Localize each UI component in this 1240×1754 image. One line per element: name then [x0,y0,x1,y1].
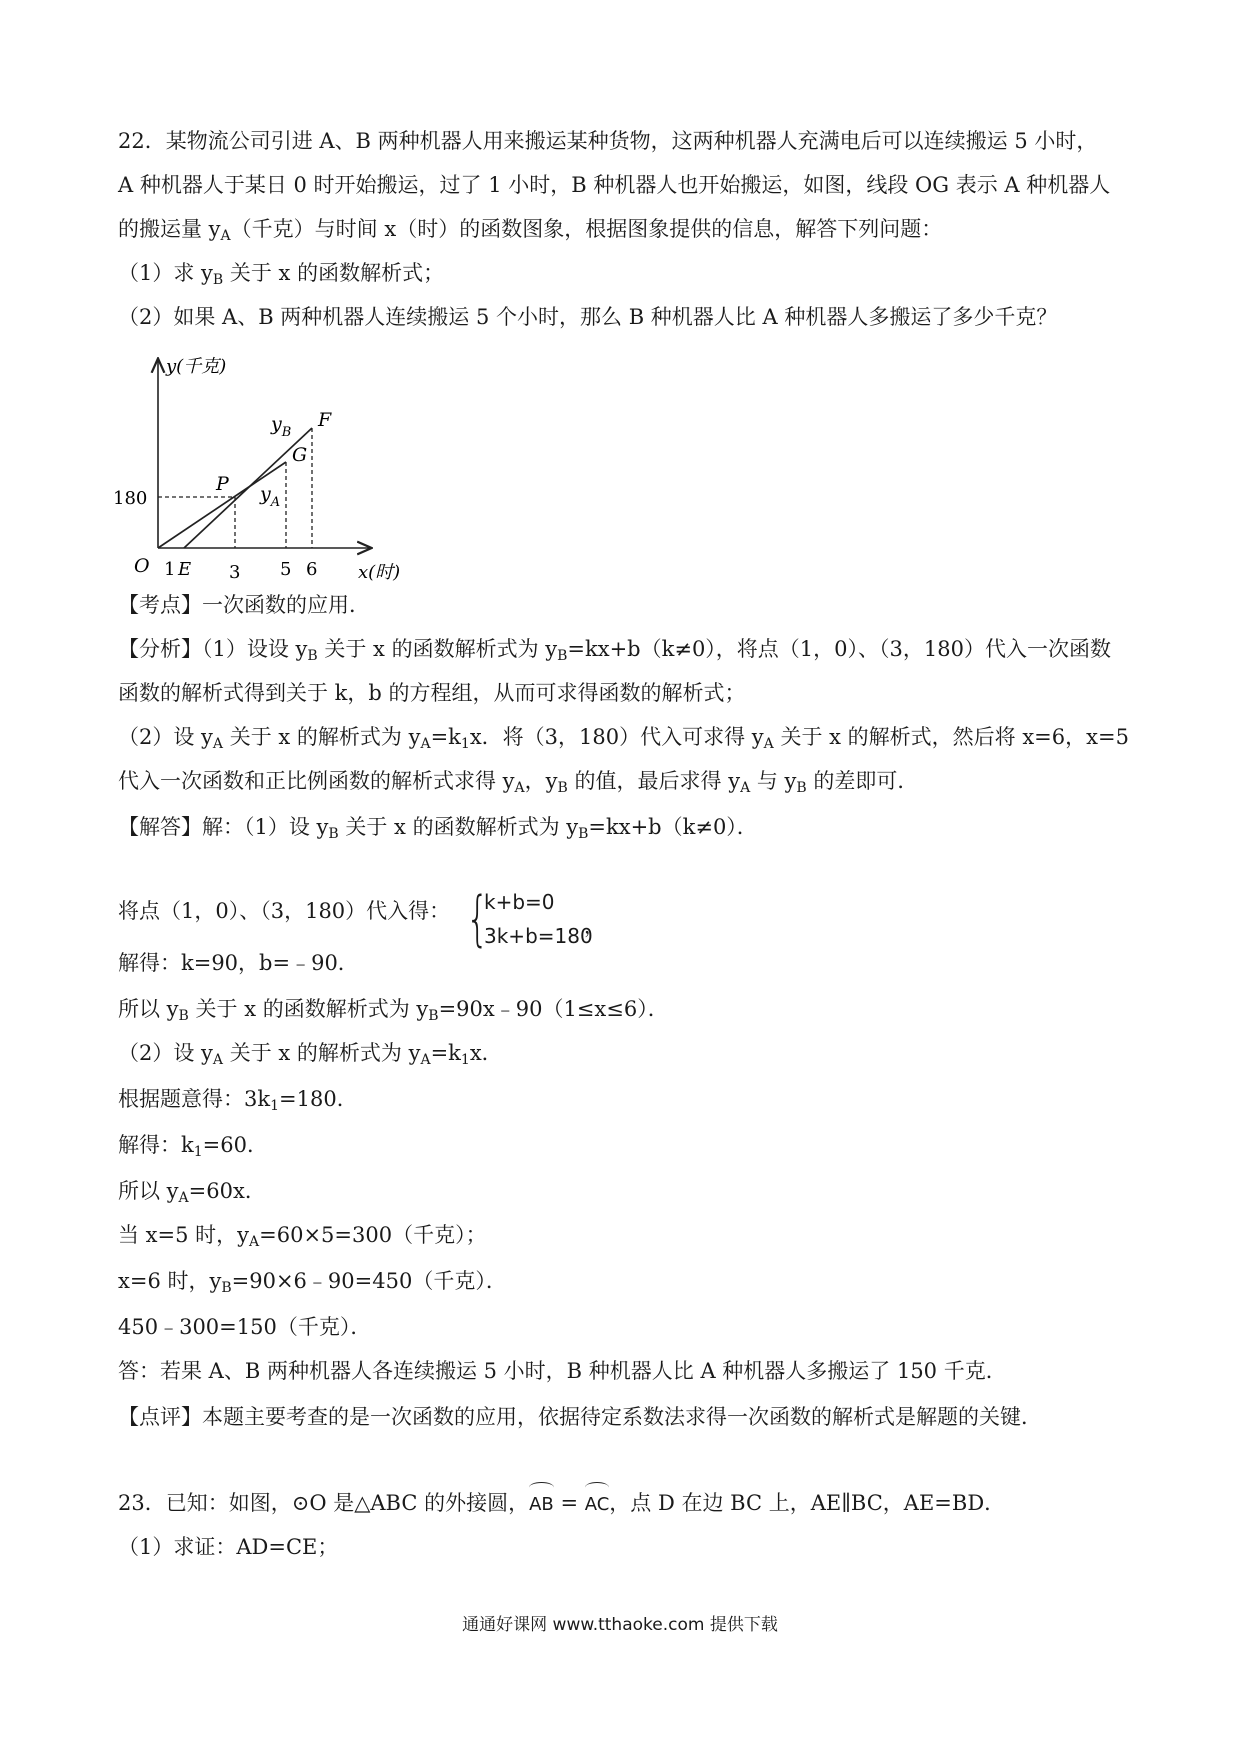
x-tick-E: E [178,559,192,580]
equation-2: 3k+b=180 [484,924,593,948]
q22-part-1-sub: B [212,272,224,288]
fenxi-line-2: 函数的解析式得到关于 k，b 的方程组，从而可求得函数的解析式； [118,681,746,705]
kaodian: 【考点】一次函数的应用． [118,593,370,617]
yA-label-sub: A [270,495,281,510]
jieda-line-3: 解得：k=90，b=﹣90． [118,951,359,975]
yA-label-y: y [260,483,271,505]
jieda-line-5: （2）设 $y_A$ 关于 x 的解析式为 $y_A=k_1x$． [118,1041,503,1068]
jieda-line-12: 答：若果 A、B 两种机器人各连续搬运 5 小时，B 种机器人比 A 种机器人多搬运了 150 千克． [118,1359,1007,1383]
jieda-line-8: 所以 $y_A=60x$． [118,1179,266,1206]
jieda-line-7: 解得：$k_1=60$． [118,1133,268,1160]
fenxi-line-1: 【分析】（1）设设 $y_B$ 关于 x 的函数解析式为 $y_B=kx+b(k\ne 0)$，将点（1，0）、（3，180）代入一次函数 [118,637,1111,664]
jieda-line-9: 当 x=5 时，$y_A=60\times 5=300$（千克）； [118,1223,487,1250]
fenxi-line-3: （2）设 $y_A$ 关于 x 的解析式为 $y_A=k_1x$．将（3，180）代入可求得 $y_A$ 关于 x 的解析式，然后将 x=6，x=5 [118,725,1129,752]
q22-line-3a: 的搬运量 y [118,217,221,241]
fenxi-line-4: 代入一次函数和正比例函数的解析式求得 $y_A$，$y_B$ 的值，最后求得 $y_A$ 与 $y_B$ 的差即可． [118,769,919,796]
x-tick-6: 6 [306,559,318,580]
equation-1: k+b=0 [484,890,555,914]
q23-part-1: （1）求证：AD=CE； [118,1535,339,1559]
jieda-line-6: 根据题意得：$3k_1=180$． [118,1087,358,1114]
x-tick-1: 1 [164,559,176,580]
q22-line-2: A 种机器人于某日 0 时开始搬运，过了 1 小时，B 种机器人也开始搬运，如图，线段 OG 表示 A 种机器人 [118,173,1111,197]
q22-part-1 [118,258,444,295]
yB-label-sub: B [281,425,292,440]
y-tick-180: 180 [113,488,148,509]
q22-line-1: 22．某物流公司引进 A、B 两种机器人用来搬运某种货物，这两种机器人充满电后可以连续搬运 5 小时， [118,129,1098,153]
point-G-label: G [292,444,308,466]
function-graph-figure [108,350,408,590]
equation-comma: ， [584,914,604,938]
x-tick-3: 3 [229,562,241,583]
x-axis-label: x(时) [358,562,401,583]
q22-line-3-sub: A [220,228,231,244]
point-F-label: F [318,409,332,431]
q23-line-1 [118,1486,1005,1520]
jieda-line-4: 所以 $y_B$ 关于 x 的函数解析式为 $y_B=90x﹣90(1\le x\le 6)$． [118,997,669,1024]
q23-line-1a: 23．已知：如图，⊙O 是△ABC 的外接圆， [118,1491,530,1515]
q22-part-1a: （1）求 y [118,261,213,285]
x-tick-5: 5 [280,559,292,580]
jieda-line-10: x=6 时，$y_B=90\times 6﹣90=450$（千克）． [118,1269,507,1296]
origin-label: O [134,555,150,577]
y-axis-label: y(千克) [166,356,227,377]
jieda-line-2: 将点（1，0）、（3，180）代入得： [118,899,451,923]
q23-line-1b: ，点 D 在边 BC 上，AE∥BC，AE=BD． [609,1491,1006,1515]
q22-part-1b: 关于 x 的函数解析式； [223,261,445,285]
equation-system [466,884,616,958]
brace-icon: { [466,884,489,954]
page-footer: 通通好课网 www.tthaoke.com 提供下载 [462,1615,778,1635]
point-P-label: P [216,473,229,495]
q22-line-3b: （千克）与时间 x（时）的函数图象，根据图象提供的信息，解答下列问题： [230,217,943,241]
yB-label-y: y [271,413,282,435]
jieda-line-11: 450﹣300=150（千克）． [118,1315,372,1339]
dianping: 【点评】本题主要考查的是一次函数的应用，依据待定系数法求得一次函数的解析式是解题的关键． [118,1405,1042,1429]
arc-AB: AB [529,1486,554,1520]
yA-label [259,483,280,510]
arc-equals: = [553,1491,585,1515]
q22-part-2: （2）如果 A、B 两种机器人连续搬运 5 个小时，那么 B 种机器人比 A 种机器人多搬运了多少千克？ [118,305,1058,329]
jieda-line-1: 【解答】解：（1）设 $y_B$ 关于 x 的函数解析式为 $y_B=kx+b(k\ne 0)$． [118,815,758,842]
q22-line-3 [118,214,942,251]
arc-AC: AC [585,1486,610,1520]
yB-label [270,413,291,440]
